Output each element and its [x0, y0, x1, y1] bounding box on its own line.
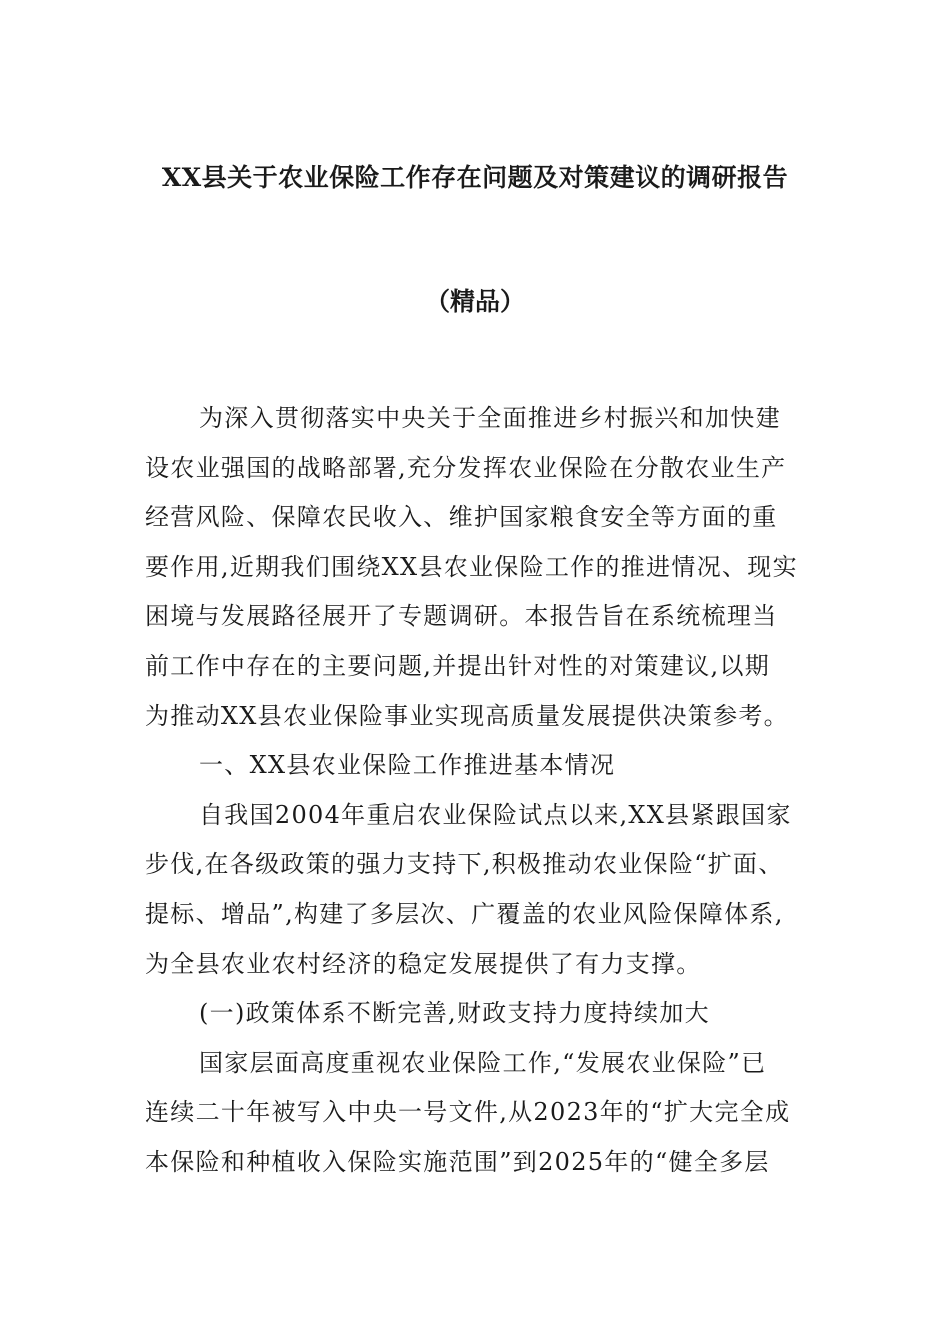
body-line: 前工作中存在的主要问题,并提出针对性的对策建议,以期	[145, 651, 771, 680]
body-line: 为推动XX县农业保险事业实现高质量发展提供决策参考。	[145, 701, 789, 730]
body-line: 经营风险、保障农民收入、维护国家粮食安全等方面的重	[145, 503, 778, 532]
body-line: 连续二十年被写入中央一号文件,从2023年的“扩大完全成	[145, 1098, 791, 1127]
body-line: 本保险和种植收入保险实施范围”到2025年的“健全多层	[145, 1147, 770, 1176]
body-line: 为全县农业农村经济的稳定发展提供了有力支撑。	[145, 949, 702, 978]
body-line: 提标、增品”,构建了多层次、广覆盖的农业风险保障体系,	[145, 899, 784, 928]
body-line: 要作用,近期我们围绕XX县农业保险工作的推进情况、现实	[145, 552, 798, 581]
body-line: 设农业强国的战略部署,充分发挥农业保险在分散农业生产	[145, 453, 787, 482]
document-subtitle: （精品）	[424, 287, 525, 316]
body-line: 国家层面高度重视农业保险工作,“发展农业保险”已	[199, 1048, 767, 1077]
section-heading: 一、XX县农业保险工作推进基本情况	[199, 751, 616, 780]
subsection-heading: (一)政策体系不断完善,财政支持力度持续加大	[199, 999, 710, 1028]
document-body	[145, 394, 825, 1188]
body-line: 为深入贯彻落实中央关于全面推进乡村振兴和加快建	[199, 404, 781, 432]
body-line: 步伐,在各级政策的强力支持下,积极推动农业保险“扩面、	[145, 850, 784, 879]
document-title: XX县关于农业保险工作存在问题及对策建议的调研报告	[161, 163, 789, 192]
body-line: 困境与发展路径展开了专题调研。本报告旨在系统梳理当	[145, 602, 778, 631]
body-line: 自我国2004年重启农业保险试点以来,XX县紧跟国家	[199, 800, 792, 829]
